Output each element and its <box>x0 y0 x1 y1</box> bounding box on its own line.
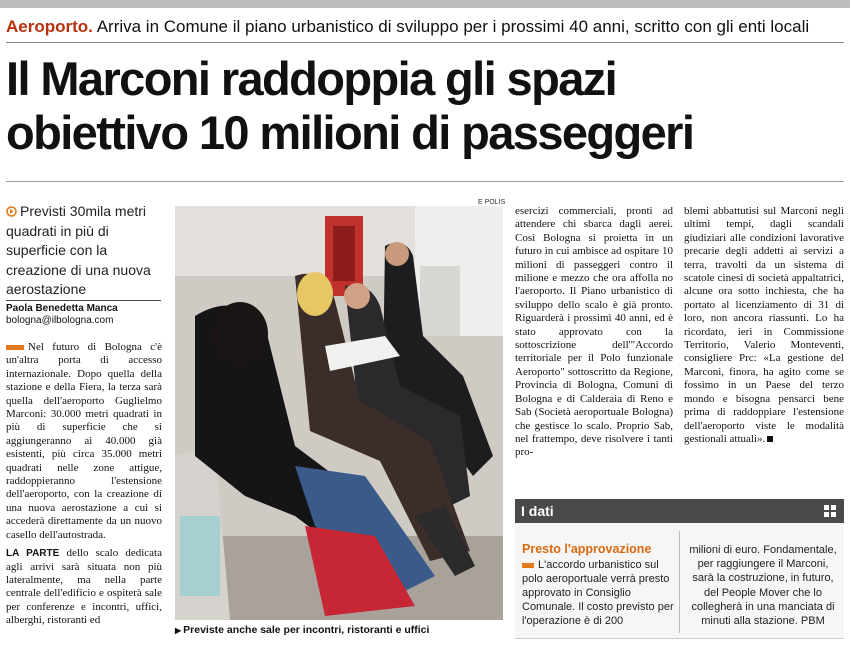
data-box-subtitle: Presto l'approvazione <box>522 542 652 556</box>
kicker-divider <box>6 42 844 43</box>
data-box-header <box>515 499 844 523</box>
kicker-text: Arriva in Comune il piano urbanistico di sviluppo per i prossimi 40 anni, scritto con gli enti locali <box>96 17 810 36</box>
paragraph-lead-caps: LA PARTE <box>6 548 60 560</box>
paragraph-marker-icon <box>6 345 24 350</box>
grid-squares-icon <box>824 505 836 517</box>
kicker-lead: Aeroporto. <box>6 17 93 36</box>
news-photo <box>175 206 503 620</box>
data-box-column-2: milioni di euro. Fondamentale, per raggiungere il Marconi, sarà la costruzione, in futuro, del People Mover che lo collegherà in una manciata di minuti alla stazione. PBM <box>689 544 837 628</box>
headline <box>6 52 846 160</box>
headline-line-2: obiettivo 10 milioni di passeggeri <box>6 106 694 159</box>
triangle-right-icon: ▶ <box>175 626 182 635</box>
article-column-4 <box>684 205 844 446</box>
summary <box>6 202 166 300</box>
top-bar <box>0 0 850 8</box>
author-email[interactable]: bologna@ilbologna.com <box>6 315 114 326</box>
photo-caption <box>175 624 505 636</box>
article-paragraph-1: Nel futuro di Bologna c'è un'altra porta di accesso internazionale. Dopo quella della stazione e della Fiera, la terza sarà quella dell'aeroporto Guglielmo Marconi: 30.000 metri quadrati in più di superficie che si aggiungeranno ai 40.000 già esistenti, più circa 35.000 metri quadrati nelle zone attigue, raddoppieranno l'estensione dell'aeroporto, con la creazione di una nuova aerostazione a cui si accederà direttamente da un nuovo casello dell'autostrada. <box>6 341 162 541</box>
terminal-waiting-passengers-illustration <box>175 206 503 620</box>
kicker <box>6 14 844 42</box>
end-mark-icon <box>767 436 773 442</box>
paragraph-marker-icon <box>522 563 534 568</box>
article-column-3: esercizi commerciali, pronti ad attendere chi sbarca dagli aerei. Così Bologna si proietta in un futuro in cui ambisce ad ospitare 10 milioni di passeggeri contro il milione e mezzo che ora affolla no l'aeroporto. Il Piano urbanistico di sviluppo dello scalo è già pronto. Riguarderà i prossimi 40 anni, ed è stato approvato con la sottoscrizione dell'"Accordo territoriale per il Polo funzionale Aeroporto" sottoscritto da Regione, Provincia di Bologna, Comuni di Bologna e di Calderaia di Reno e Sab (Società aeroportuale Bologna) che gestisce lo scalo. Proprio Sab, nel frattempo, deve risolvere i tanti pro- <box>515 205 673 459</box>
orange-circle-arrow-icon <box>6 206 17 217</box>
data-box-column-1-text: L'accordo urbanistico sul polo aeroportuale verrà presto approvato in Consiglio Comunale. Il costo previsto per l'operazione è di 200 <box>522 559 674 627</box>
data-box-divider <box>679 531 680 633</box>
photo-caption-text: Previste anche sale per incontri, ristoranti e uffici <box>183 624 430 636</box>
headline-divider <box>6 181 844 182</box>
data-box-column-1 <box>522 558 674 628</box>
data-box-title: I dati <box>521 503 554 519</box>
byline <box>6 303 166 327</box>
article-paragraph-2: dello scalo dedicata agli arrivi sarà situata non più lateralmente, ma nella parte centrale dell'edificio e ospiterà sale per conferenze e incontri, uffici, alberghi, ristoranti ed <box>6 547 162 627</box>
author-name: Paola Benedetta Manca <box>6 303 118 314</box>
author-divider <box>6 300 161 301</box>
summary-text: Previsti 30mila metri quadrati in più di superficie con la creazione di una nuova aerostazione <box>6 203 151 297</box>
photo-credit: E POLIS <box>478 199 506 206</box>
headline-line-1: Il Marconi raddoppia gli spazi <box>6 52 617 105</box>
article-column-4-text: blemi abbattutisi sul Marconi negli ultimi tempi, dagli scandali giudiziari alle condizioni lavorative precarie degli addetti ai servizi a terra, travolti da un sistema di scatole cinesi di società appaltatrici, alcune ora sotto inchiesta, che ha portato al licenziamento di 31 di loro, non ancora riassunti. Lo ha ricordato, ieri in Commissione Territorio, Valerio Monteventi, consigliere Prc: «La gestione del Marconi, finora, ha agito come se fossimo in un Paese del terzo mondo e bisogna pensarci bene prima di raddoppiare l'estensione dell'aeroporto viste le modalità gestionali attuali». <box>684 205 844 445</box>
article-column-1 <box>6 341 162 628</box>
